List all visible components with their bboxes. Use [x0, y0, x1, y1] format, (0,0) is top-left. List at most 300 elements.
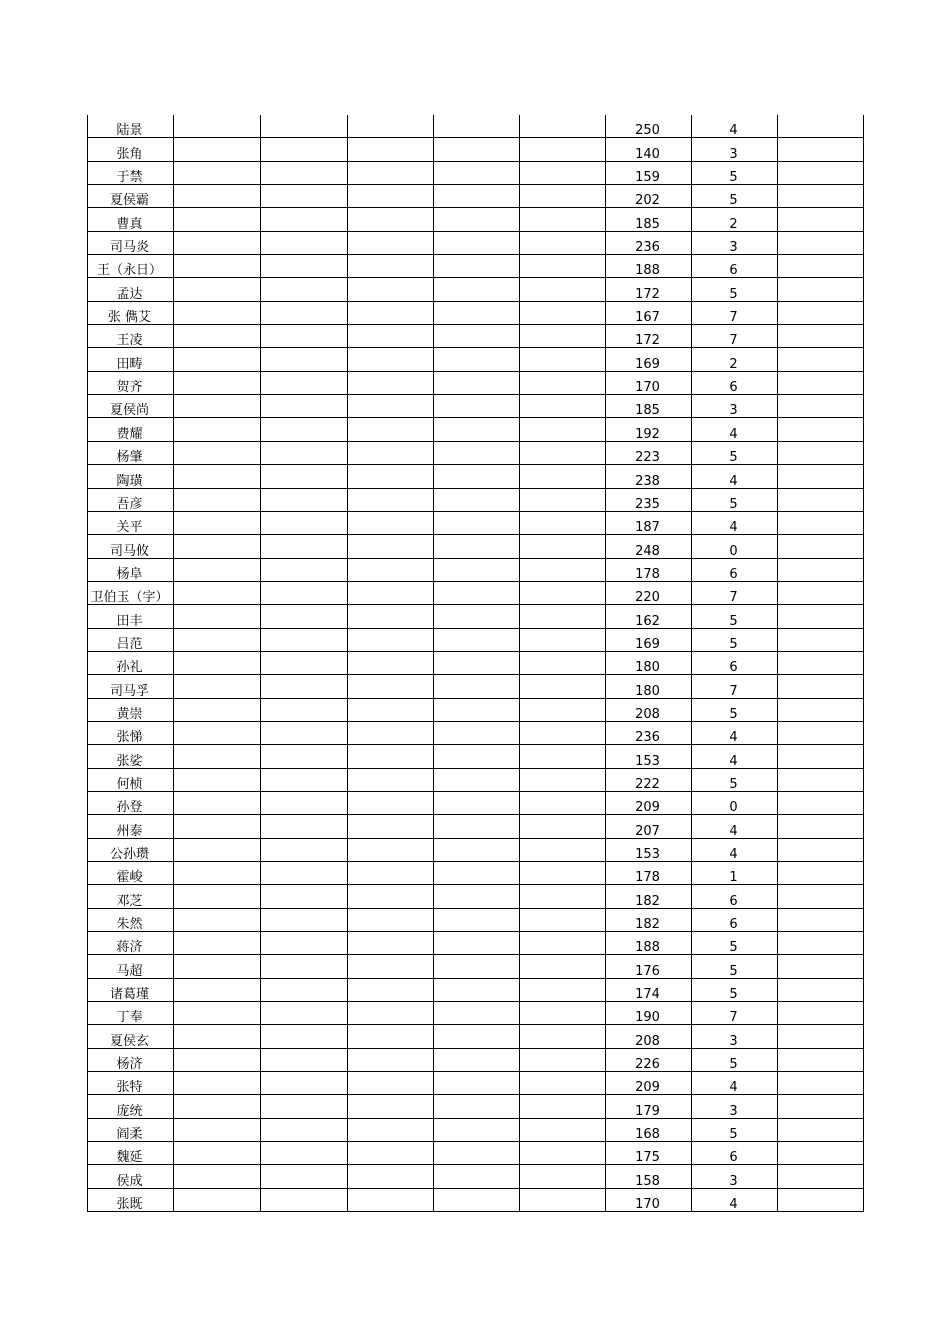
- empty-cell: [434, 791, 520, 814]
- table-row: [88, 955, 864, 978]
- count-cell: 6: [692, 371, 778, 394]
- value-cell: 185: [606, 208, 692, 231]
- empty-cell: [174, 581, 261, 604]
- empty-cell: [348, 1118, 434, 1141]
- value-cell: 187: [606, 511, 692, 534]
- empty-cell: [261, 1095, 348, 1118]
- name-cell: 杨济: [88, 1048, 174, 1071]
- count-cell: 5: [692, 441, 778, 464]
- empty-cell: [348, 862, 434, 885]
- empty-cell: [261, 208, 348, 231]
- empty-cell: [520, 1048, 606, 1071]
- empty-cell: [348, 1025, 434, 1048]
- empty-cell: [348, 885, 434, 908]
- empty-cell: [261, 558, 348, 581]
- empty-cell: [348, 465, 434, 488]
- empty-cell: [348, 208, 434, 231]
- empty-cell: [434, 698, 520, 721]
- empty-cell: [778, 768, 864, 791]
- empty-cell: [348, 1188, 434, 1211]
- name-cell: 夏侯尚: [88, 395, 174, 418]
- count-cell: 0: [692, 535, 778, 558]
- table-row: [88, 1025, 864, 1048]
- empty-cell: [434, 745, 520, 768]
- empty-cell: [778, 932, 864, 955]
- name-cell: 杨肇: [88, 441, 174, 464]
- empty-cell: [261, 862, 348, 885]
- empty-cell: [434, 558, 520, 581]
- value-cell: 153: [606, 838, 692, 861]
- empty-cell: [174, 231, 261, 254]
- empty-cell: [778, 488, 864, 511]
- empty-cell: [174, 348, 261, 371]
- empty-cell: [174, 815, 261, 838]
- table-row: [88, 1118, 864, 1141]
- empty-cell: [778, 348, 864, 371]
- value-cell: 167: [606, 301, 692, 324]
- empty-cell: [348, 115, 434, 138]
- empty-cell: [174, 1048, 261, 1071]
- data-table: [87, 115, 864, 1212]
- empty-cell: [520, 908, 606, 931]
- empty-cell: [261, 1188, 348, 1211]
- empty-cell: [348, 348, 434, 371]
- empty-cell: [348, 1165, 434, 1188]
- empty-cell: [174, 465, 261, 488]
- empty-cell: [434, 1095, 520, 1118]
- empty-cell: [434, 768, 520, 791]
- name-cell: 杨阜: [88, 558, 174, 581]
- empty-cell: [348, 558, 434, 581]
- empty-cell: [434, 1188, 520, 1211]
- count-cell: 4: [692, 1072, 778, 1095]
- name-cell: 庞统: [88, 1095, 174, 1118]
- empty-cell: [520, 885, 606, 908]
- empty-cell: [778, 721, 864, 744]
- empty-cell: [348, 441, 434, 464]
- empty-cell: [520, 278, 606, 301]
- empty-cell: [520, 301, 606, 324]
- empty-cell: [174, 628, 261, 651]
- empty-cell: [261, 768, 348, 791]
- value-cell: 172: [606, 278, 692, 301]
- empty-cell: [174, 955, 261, 978]
- table-row: [88, 301, 864, 324]
- empty-cell: [520, 605, 606, 628]
- empty-cell: [174, 558, 261, 581]
- empty-cell: [261, 885, 348, 908]
- empty-cell: [778, 115, 864, 138]
- name-cell: 夏侯霸: [88, 185, 174, 208]
- name-cell: 司马孚: [88, 675, 174, 698]
- empty-cell: [261, 815, 348, 838]
- name-cell: 张悌: [88, 721, 174, 744]
- name-cell: 朱然: [88, 908, 174, 931]
- empty-cell: [348, 511, 434, 534]
- name-cell: 陶璜: [88, 465, 174, 488]
- empty-cell: [778, 955, 864, 978]
- count-cell: 5: [692, 185, 778, 208]
- empty-cell: [520, 371, 606, 394]
- name-cell: 贺齐: [88, 371, 174, 394]
- empty-cell: [520, 1095, 606, 1118]
- count-cell: 5: [692, 161, 778, 184]
- name-cell: 关平: [88, 511, 174, 534]
- count-cell: 5: [692, 1048, 778, 1071]
- empty-cell: [174, 1025, 261, 1048]
- empty-cell: [348, 605, 434, 628]
- count-cell: 5: [692, 955, 778, 978]
- empty-cell: [520, 1072, 606, 1095]
- empty-cell: [348, 791, 434, 814]
- table-row: [88, 115, 864, 138]
- empty-cell: [520, 535, 606, 558]
- count-cell: 5: [692, 278, 778, 301]
- empty-cell: [520, 185, 606, 208]
- value-cell: 248: [606, 535, 692, 558]
- value-cell: 188: [606, 255, 692, 278]
- empty-cell: [778, 1165, 864, 1188]
- count-cell: 3: [692, 138, 778, 161]
- empty-cell: [174, 651, 261, 674]
- empty-cell: [434, 908, 520, 931]
- empty-cell: [778, 301, 864, 324]
- count-cell: 4: [692, 1188, 778, 1211]
- value-cell: 180: [606, 675, 692, 698]
- value-cell: 153: [606, 745, 692, 768]
- empty-cell: [520, 465, 606, 488]
- empty-cell: [778, 535, 864, 558]
- empty-cell: [348, 908, 434, 931]
- table-row: [88, 815, 864, 838]
- empty-cell: [174, 185, 261, 208]
- empty-cell: [778, 605, 864, 628]
- empty-cell: [434, 955, 520, 978]
- count-cell: 2: [692, 348, 778, 371]
- empty-cell: [261, 535, 348, 558]
- table-row: [88, 932, 864, 955]
- table-row: [88, 1048, 864, 1071]
- empty-cell: [778, 628, 864, 651]
- empty-cell: [434, 138, 520, 161]
- table-row: [88, 838, 864, 861]
- name-cell: 阎柔: [88, 1118, 174, 1141]
- name-cell: 于禁: [88, 161, 174, 184]
- empty-cell: [778, 441, 864, 464]
- table-row: [88, 1142, 864, 1165]
- value-cell: 176: [606, 955, 692, 978]
- empty-cell: [434, 1142, 520, 1165]
- empty-cell: [434, 441, 520, 464]
- empty-cell: [434, 115, 520, 138]
- table-row: [88, 161, 864, 184]
- empty-cell: [174, 535, 261, 558]
- name-cell: 张特: [88, 1072, 174, 1095]
- empty-cell: [348, 1048, 434, 1071]
- empty-cell: [348, 535, 434, 558]
- empty-cell: [520, 1118, 606, 1141]
- empty-cell: [174, 511, 261, 534]
- count-cell: 5: [692, 1118, 778, 1141]
- empty-cell: [261, 908, 348, 931]
- empty-cell: [434, 371, 520, 394]
- table-row: [88, 278, 864, 301]
- empty-cell: [778, 325, 864, 348]
- empty-cell: [261, 371, 348, 394]
- count-cell: 4: [692, 418, 778, 441]
- count-cell: 4: [692, 838, 778, 861]
- table-row: [88, 441, 864, 464]
- empty-cell: [261, 651, 348, 674]
- name-cell: 侯成: [88, 1165, 174, 1188]
- empty-cell: [520, 255, 606, 278]
- empty-cell: [261, 465, 348, 488]
- name-cell: 张角: [88, 138, 174, 161]
- empty-cell: [434, 465, 520, 488]
- empty-cell: [520, 1165, 606, 1188]
- table-row: [88, 208, 864, 231]
- empty-cell: [520, 838, 606, 861]
- empty-cell: [261, 581, 348, 604]
- table-row: [88, 651, 864, 674]
- empty-cell: [778, 581, 864, 604]
- empty-cell: [261, 395, 348, 418]
- empty-cell: [434, 815, 520, 838]
- value-cell: 158: [606, 1165, 692, 1188]
- table-row: [88, 185, 864, 208]
- empty-cell: [348, 161, 434, 184]
- empty-cell: [261, 932, 348, 955]
- empty-cell: [434, 675, 520, 698]
- empty-cell: [778, 978, 864, 1001]
- name-cell: 费耀: [88, 418, 174, 441]
- count-cell: 5: [692, 628, 778, 651]
- empty-cell: [778, 675, 864, 698]
- empty-cell: [348, 325, 434, 348]
- empty-cell: [520, 325, 606, 348]
- empty-cell: [174, 1072, 261, 1095]
- empty-cell: [174, 932, 261, 955]
- empty-cell: [778, 1188, 864, 1211]
- name-cell: 丁奉: [88, 1002, 174, 1025]
- empty-cell: [778, 745, 864, 768]
- empty-cell: [174, 395, 261, 418]
- name-cell: 蒋济: [88, 932, 174, 955]
- count-cell: 0: [692, 791, 778, 814]
- value-cell: 180: [606, 651, 692, 674]
- value-cell: 236: [606, 231, 692, 254]
- value-cell: 209: [606, 1072, 692, 1095]
- empty-cell: [434, 1048, 520, 1071]
- empty-cell: [261, 955, 348, 978]
- empty-cell: [434, 1025, 520, 1048]
- empty-cell: [261, 791, 348, 814]
- empty-cell: [520, 862, 606, 885]
- count-cell: 5: [692, 978, 778, 1001]
- empty-cell: [520, 978, 606, 1001]
- table-row: [88, 231, 864, 254]
- empty-cell: [174, 138, 261, 161]
- name-cell: 邓芝: [88, 885, 174, 908]
- count-cell: 3: [692, 1095, 778, 1118]
- empty-cell: [261, 511, 348, 534]
- empty-cell: [778, 791, 864, 814]
- empty-cell: [778, 651, 864, 674]
- empty-cell: [174, 768, 261, 791]
- value-cell: 174: [606, 978, 692, 1001]
- table-row: [88, 1002, 864, 1025]
- empty-cell: [261, 418, 348, 441]
- empty-cell: [174, 371, 261, 394]
- empty-cell: [778, 231, 864, 254]
- empty-cell: [261, 1025, 348, 1048]
- empty-cell: [434, 418, 520, 441]
- empty-cell: [778, 465, 864, 488]
- empty-cell: [520, 1188, 606, 1211]
- empty-cell: [520, 231, 606, 254]
- value-cell: 238: [606, 465, 692, 488]
- empty-cell: [174, 1142, 261, 1165]
- empty-cell: [174, 721, 261, 744]
- count-cell: 7: [692, 675, 778, 698]
- empty-cell: [778, 908, 864, 931]
- empty-cell: [174, 441, 261, 464]
- empty-cell: [348, 978, 434, 1001]
- empty-cell: [174, 1188, 261, 1211]
- empty-cell: [434, 185, 520, 208]
- empty-cell: [348, 231, 434, 254]
- empty-cell: [261, 161, 348, 184]
- empty-cell: [434, 208, 520, 231]
- count-cell: 4: [692, 815, 778, 838]
- empty-cell: [261, 278, 348, 301]
- empty-cell: [778, 1072, 864, 1095]
- empty-cell: [520, 208, 606, 231]
- empty-cell: [174, 115, 261, 138]
- empty-cell: [261, 488, 348, 511]
- count-cell: 3: [692, 1025, 778, 1048]
- empty-cell: [348, 698, 434, 721]
- name-cell: 孙礼: [88, 651, 174, 674]
- value-cell: 185: [606, 395, 692, 418]
- table-row: [88, 698, 864, 721]
- table-row: [88, 138, 864, 161]
- value-cell: 250: [606, 115, 692, 138]
- empty-cell: [174, 675, 261, 698]
- empty-cell: [174, 1118, 261, 1141]
- empty-cell: [520, 161, 606, 184]
- empty-cell: [174, 325, 261, 348]
- empty-cell: [348, 371, 434, 394]
- table-row: [88, 1072, 864, 1095]
- count-cell: 7: [692, 325, 778, 348]
- empty-cell: [434, 862, 520, 885]
- name-cell: 王（永日）: [88, 255, 174, 278]
- count-cell: 4: [692, 465, 778, 488]
- name-cell: 张 儁艾: [88, 301, 174, 324]
- empty-cell: [174, 605, 261, 628]
- name-cell: 魏延: [88, 1142, 174, 1165]
- empty-cell: [778, 511, 864, 534]
- count-cell: 5: [692, 768, 778, 791]
- count-cell: 5: [692, 698, 778, 721]
- empty-cell: [174, 908, 261, 931]
- empty-cell: [520, 558, 606, 581]
- empty-cell: [778, 138, 864, 161]
- name-cell: 张娑: [88, 745, 174, 768]
- count-cell: 5: [692, 488, 778, 511]
- empty-cell: [348, 581, 434, 604]
- empty-cell: [520, 115, 606, 138]
- value-cell: 175: [606, 1142, 692, 1165]
- empty-cell: [778, 698, 864, 721]
- empty-cell: [434, 255, 520, 278]
- empty-cell: [520, 628, 606, 651]
- empty-cell: [348, 768, 434, 791]
- value-cell: 202: [606, 185, 692, 208]
- empty-cell: [434, 651, 520, 674]
- name-cell: 田丰: [88, 605, 174, 628]
- empty-cell: [778, 1095, 864, 1118]
- table-row: [88, 511, 864, 534]
- empty-cell: [261, 1048, 348, 1071]
- empty-cell: [261, 1118, 348, 1141]
- empty-cell: [434, 721, 520, 744]
- empty-cell: [261, 138, 348, 161]
- empty-cell: [778, 885, 864, 908]
- count-cell: 4: [692, 745, 778, 768]
- empty-cell: [348, 955, 434, 978]
- empty-cell: [261, 441, 348, 464]
- name-cell: 田畴: [88, 348, 174, 371]
- value-cell: 179: [606, 1095, 692, 1118]
- count-cell: 4: [692, 721, 778, 744]
- empty-cell: [520, 511, 606, 534]
- empty-cell: [520, 721, 606, 744]
- empty-cell: [348, 815, 434, 838]
- name-cell: 夏侯玄: [88, 1025, 174, 1048]
- name-cell: 吾彦: [88, 488, 174, 511]
- empty-cell: [778, 371, 864, 394]
- empty-cell: [434, 1165, 520, 1188]
- empty-cell: [261, 348, 348, 371]
- value-cell: 236: [606, 721, 692, 744]
- empty-cell: [348, 488, 434, 511]
- empty-cell: [174, 161, 261, 184]
- empty-cell: [261, 301, 348, 324]
- empty-cell: [174, 488, 261, 511]
- name-cell: 曹真: [88, 208, 174, 231]
- value-cell: 207: [606, 815, 692, 838]
- empty-cell: [434, 488, 520, 511]
- empty-cell: [520, 1025, 606, 1048]
- empty-cell: [348, 1002, 434, 1025]
- count-cell: 5: [692, 605, 778, 628]
- count-cell: 6: [692, 908, 778, 931]
- table-row: [88, 791, 864, 814]
- name-cell: 公孙瓒: [88, 838, 174, 861]
- table-row: [88, 721, 864, 744]
- empty-cell: [520, 651, 606, 674]
- empty-cell: [261, 605, 348, 628]
- empty-cell: [174, 208, 261, 231]
- empty-cell: [778, 1118, 864, 1141]
- value-cell: 188: [606, 932, 692, 955]
- value-cell: 182: [606, 885, 692, 908]
- empty-cell: [520, 768, 606, 791]
- empty-cell: [778, 1048, 864, 1071]
- count-cell: 6: [692, 651, 778, 674]
